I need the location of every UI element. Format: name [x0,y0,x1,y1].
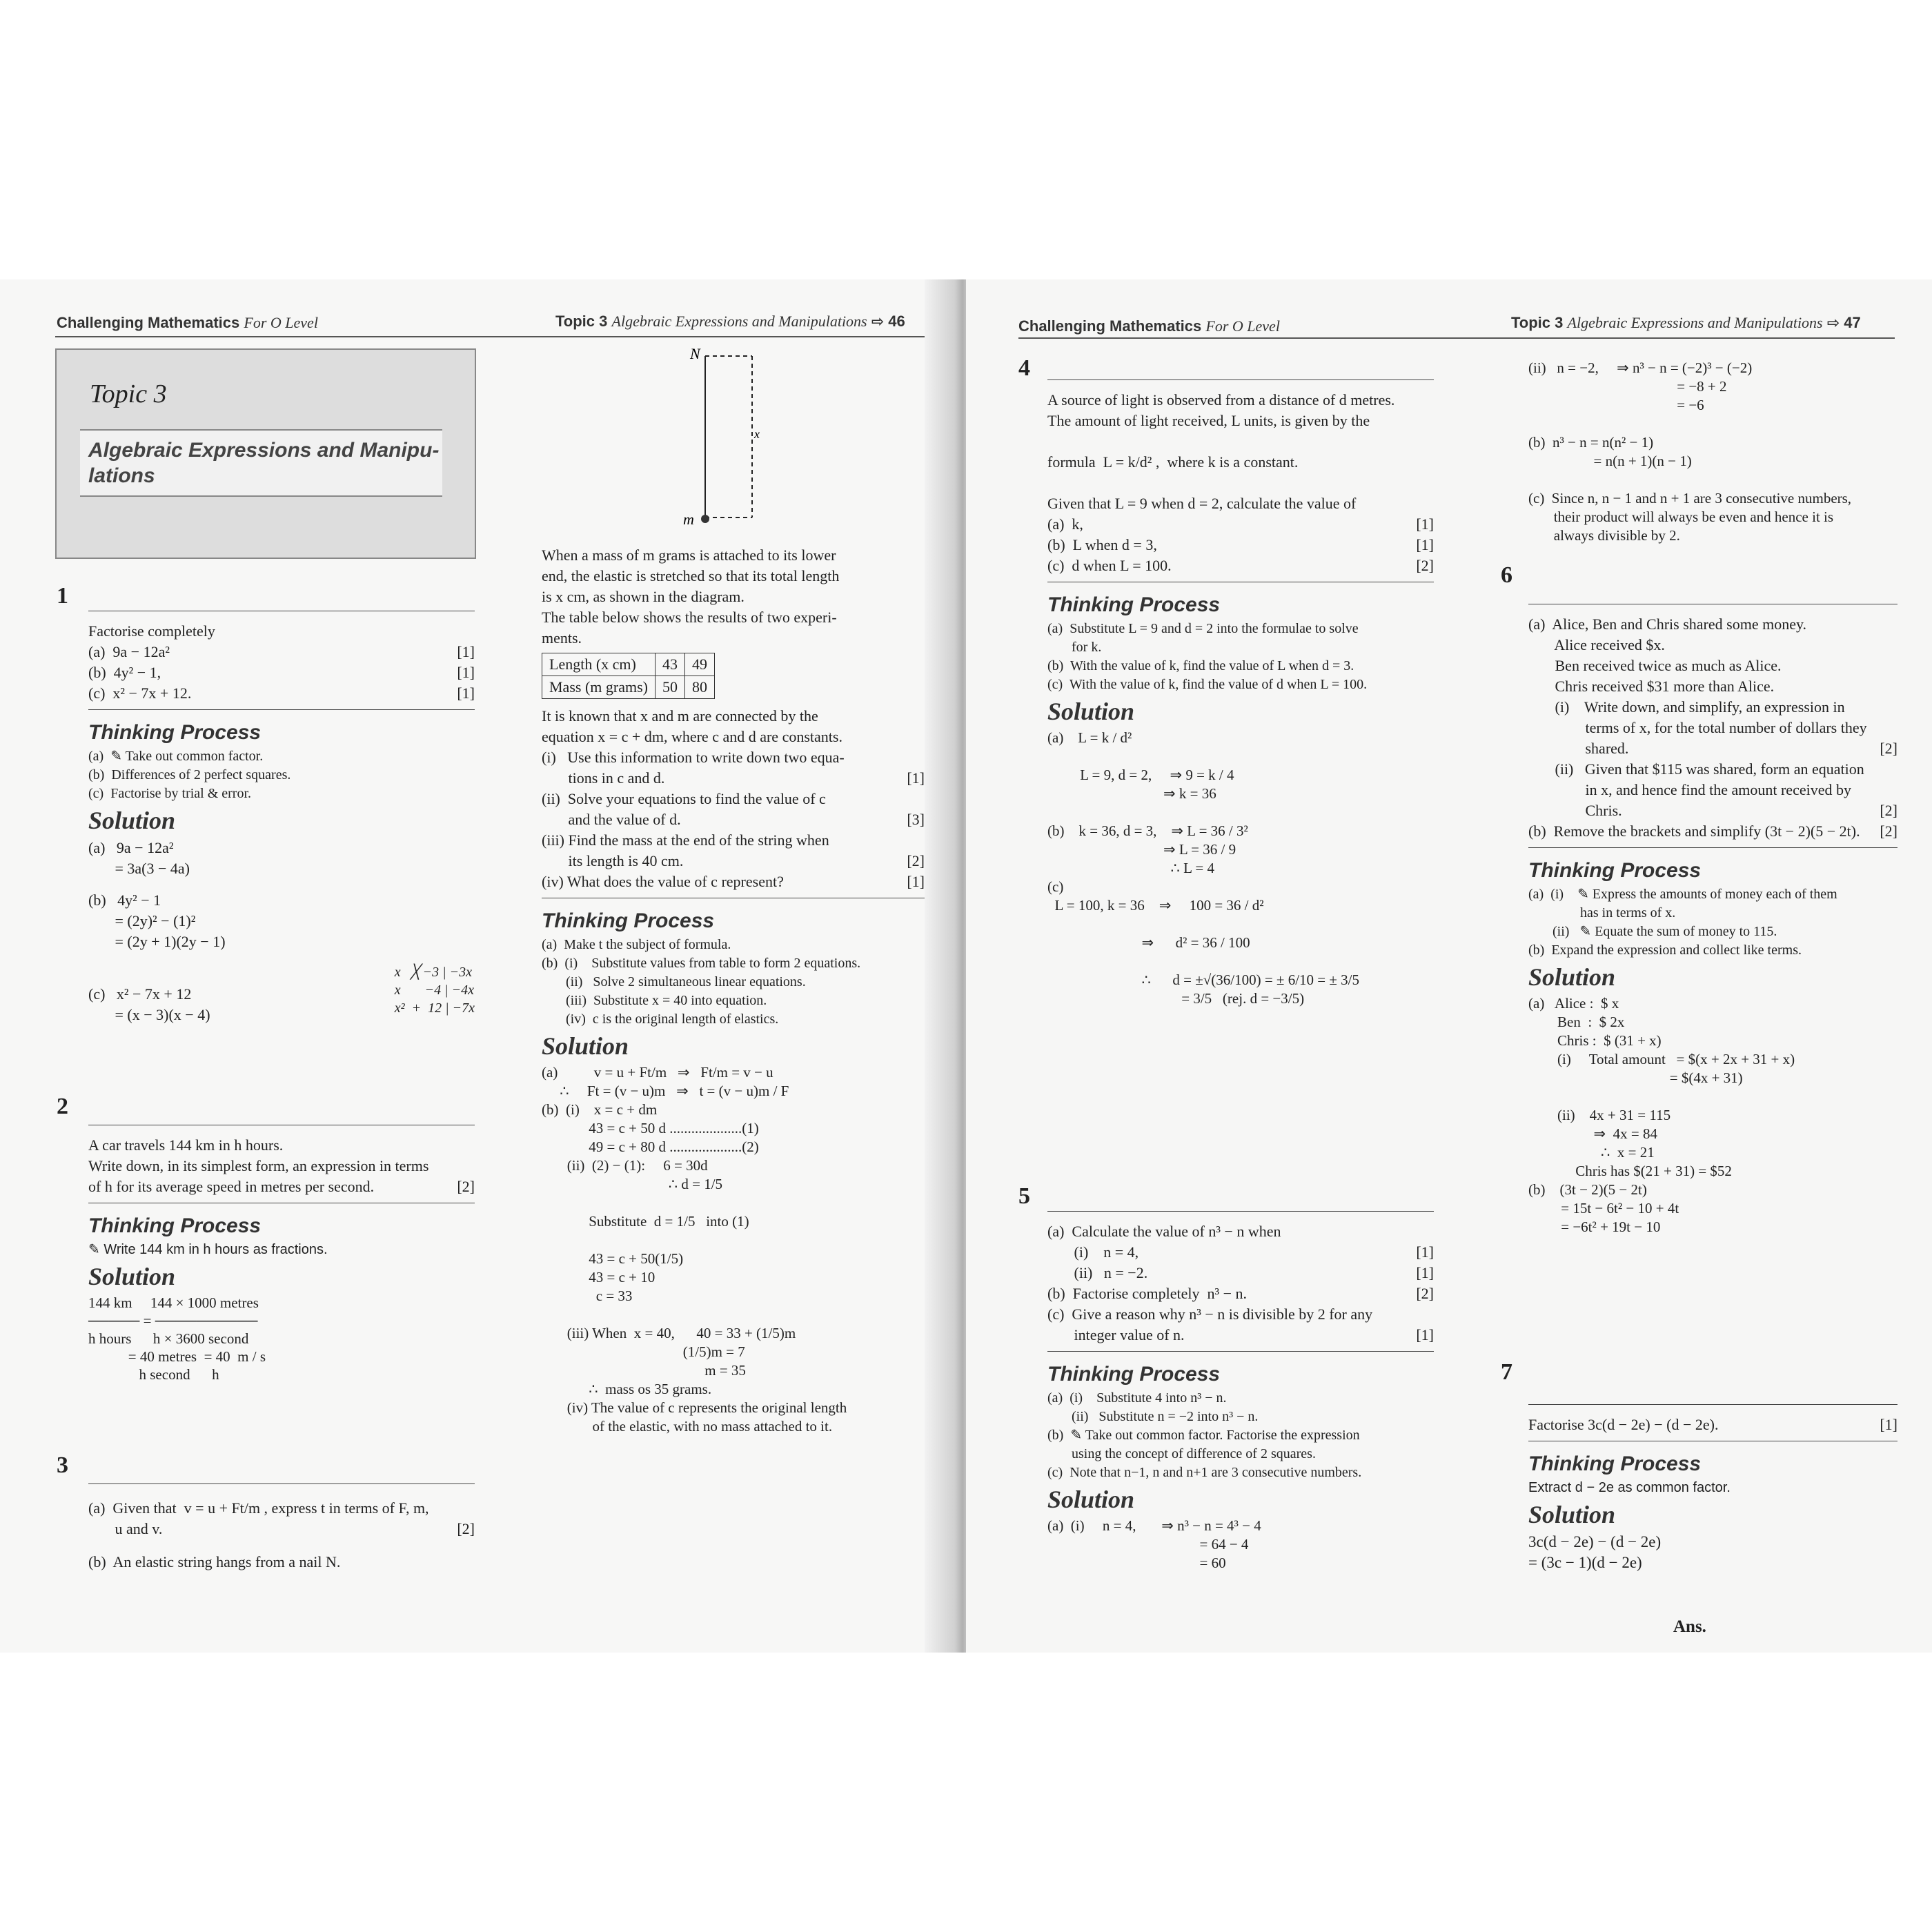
question-2 [88,1125,475,1383]
elastic-diagram [683,345,766,531]
question-subpart [1047,535,1434,555]
question-3-continued [542,545,925,1436]
question-number: 2 [57,1094,68,1119]
subpart-mark: [1] [457,664,475,681]
mass-label: m [683,511,694,528]
subpart-mark: [2] [1880,822,1897,840]
thinking-step: (ii) Solve 2 simultaneous linear equations. [542,974,806,989]
thinking-step: (b) Differences of 2 perfect squares. [88,767,291,782]
q4-parts [1047,514,1434,576]
question-subpart [1528,697,1897,759]
mass-dot [701,515,709,523]
question-subpart [542,871,925,892]
q7-solution: 3c(d − 2e) − (d − 2e) = (3c − 1)(d − 2e) [1528,1533,1662,1571]
table-cell: 50 [655,676,684,699]
question-subpart [542,789,925,830]
table-cell: 49 [684,653,714,676]
question-number: 5 [1018,1183,1030,1209]
q5-solution-continued: (ii) n = −2, ⇒ n³ − n = (−2)³ − (−2) = −8 + 2 = −6 (b) n³ − n = n(n² − 1) = n(n + 1)(n − 1) (c) Since n, n − 1 and n + 1 are 3 consecutive numbers, their product will always be even and hence it is always divisible by 2. [1528,359,1852,544]
question-rule [1047,1211,1434,1212]
table-cell: 80 [684,676,714,699]
thinking-process-title: Thinking Process [542,909,715,932]
right-running-head-topic: Topic 3 Algebraic Expressions and Manipulations ⇨ 47 [1511,314,1861,331]
question-5-continued [1528,359,1897,545]
subpart-text: (i) Write down, and simplify, an expression in terms of x, for the total number of dollars they shared. [1555,698,1867,757]
thinking-step: (ii) Substitute n = −2 into n³ − n. [1047,1409,1259,1424]
cross-method: x ╳ −3 | −3x x −4 | −4x x² + 12 | −7x [394,965,475,1016]
thinking-step: (c) Factorise by trial & error. [88,786,252,801]
experiment-table [542,653,715,699]
question-number: 1 [57,583,68,609]
question-rule [1047,1351,1434,1352]
subpart-mark: [1] [457,643,475,660]
question-rule [1528,1404,1897,1405]
q1-thinking-process [88,747,475,803]
question-rule [88,1483,475,1484]
subpart-text: (b) 4y² − 1, [88,664,161,681]
answer-label: Ans. [1673,1617,1706,1636]
table-cell: Mass (m grams) [542,676,656,699]
q6-parts [1528,614,1897,842]
q1-solution-c: (c) x² − 7x + 12 = (x − 3)(x − 4) [88,985,210,1023]
question-1 [88,611,475,1025]
solution-title: Solution [1528,963,1616,991]
question-subpart [1047,1304,1434,1346]
thinking-step: (a) (i) Substitute 4 into n³ − n. [1047,1390,1227,1406]
q5-solution: (a) (i) n = 4, ⇒ n³ − n = 4³ − 4 = 64 − 4 = 60 [1047,1517,1261,1571]
subpart-mark: [1] [907,873,925,890]
question-7 [1528,1404,1897,1636]
q6-thinking-process [1528,885,1897,960]
question-subpart [1047,514,1434,535]
question-number: 6 [1501,562,1512,588]
thinking-process-title: Thinking Process [1528,1452,1702,1475]
q1-solution-a: (a) 9a − 12a² = 3a(3 − 4a) [88,839,190,877]
q3-part-a-mark: [2] [457,1520,475,1537]
question-rule [1528,847,1897,848]
q7-mark: [1] [1880,1416,1897,1433]
right-page [966,279,1932,1653]
question-5 [1047,1211,1434,1573]
q3-subparts [542,747,925,892]
thinking-step: (b) Expand the expression and collect like terms. [1528,943,1802,958]
thinking-step: (a) (i) ✎ Express the amounts of money each of them [1528,887,1837,902]
question-subpart [1528,614,1897,697]
topic-title-box [55,348,476,559]
q3-solution: (a) v = u + Ft/m ⇒ Ft/m = v − u ∴ Ft = (v − u)m ⇒ t = (v − u)m / F (b) (i) x = c + dm 43 = c + 50 d ....................(1) 49 = c + 80 d ....................(2) (ii) (2) − (1): 6 = 30d ∴ d = 1/5 Substitute d = 1/5 into (1) 43 = c + 50(1/5) 43 = c + 10 c = 33 (iii) When x = 40, 40 = 33 + (1/5)m (1/5)m = 7 m = 35 ∴ mass os 35 grams. (iv) The value of c represents the original length of the elastic, with no mass attached to it. [542,1064,847,1435]
subpart-text: (b) L when d = 3, [1047,536,1157,553]
left-running-head: Challenging Mathematics For O Level [57,314,318,331]
solution-title: Solution [88,1263,176,1290]
table-row [542,653,715,676]
subpart-mark: [1] [457,684,475,702]
subpart-text: (c) Give a reason why n³ − n is divisible by 2 for any integer value of n. [1047,1305,1373,1343]
thinking-process-title: Thinking Process [1528,859,1702,882]
question-subpart [88,662,475,683]
subpart-mark: [1] [1416,1326,1434,1343]
question-number: 4 [1018,355,1030,381]
question-subpart [1528,821,1897,842]
q4-thinking-process [1047,620,1434,694]
nail-label: N [690,345,700,362]
q3-equation-text: It is known that x and m are connected by the equation x = c + dm, where c and d are constants. [542,707,842,745]
subpart-text: (i) Use this information to write down two equa- tions in c and d. [542,749,845,787]
thinking-process-title: Thinking Process [88,1214,262,1237]
left-running-head-topic: Topic 3 Algebraic Expressions and Manipulations ⇨ 46 [555,313,905,330]
subpart-mark: [3] [907,811,925,828]
book-spread [0,279,1932,1653]
subpart-mark: [2] [1416,1285,1434,1302]
solution-title: Solution [1047,698,1135,725]
question-rule [88,709,475,710]
subpart-text: (iv) What does the value of c represent? [542,873,784,890]
question-subpart [88,642,475,662]
subpart-text: (i) n = 4, [1047,1243,1139,1261]
q7-thinking-process: Extract d − 2e as common factor. [1528,1480,1731,1495]
thinking-step: (iv) c is the original length of elastics. [542,1012,779,1027]
q4-solution: (a) L = k / d² L = 9, d = 2, ⇒ 9 = k / 4 ⇒ k = 36 (b) k = 36, d = 3, ⇒ L = 36 / 3² ⇒ L = 36 / 9 ∴ L = 4 (c) L = 100, k = 36 ⇒ 100 = 36 / d² ⇒ d² = 36 / 100 ∴ d = ±√(36/100) = ± 6/10 = ± 3/5 = 3/5 (rej. d = −3/5) [1047,729,1359,1007]
thinking-step: has in terms of x. [1528,905,1676,920]
solution-title: Solution [88,807,176,834]
thinking-step: using the concept of difference of 2 squares. [1047,1446,1316,1461]
subpart-text: (b) Remove the brackets and simplify (3t − 2)(5 − 2t). [1528,822,1860,840]
thinking-step: (a) Make t the subject of formula. [542,937,731,952]
question-subpart [542,830,925,871]
thinking-process-title: Thinking Process [1047,1363,1221,1386]
q3-part-a: (a) Given that v = u + Ft/m , express t in terms of F, m, u and v. [88,1499,429,1537]
subpart-mark: [2] [1880,802,1897,819]
table-row [542,676,715,699]
q2-stem: A car travels 144 km in h hours. Write down, in its simplest form, an expression in terms of h for its average speed in metres per second. [88,1136,429,1195]
thinking-step: (b) With the value of k, find the value of L when d = 3. [1047,658,1354,673]
thinking-step: (a) Substitute L = 9 and d = 2 into the formulae to solve [1047,621,1359,636]
subpart-mark: [1] [1416,536,1434,553]
subpart-text: (iii) Find the mass at the end of the string when its length is 40 cm. [542,831,829,869]
thinking-step: (b) (i) Substitute values from table to form 2 equations. [542,956,861,971]
thinking-step: (ii) ✎ Equate the sum of money to 115. [1528,924,1777,939]
topic-title: Algebraic Expressions and Manipu- lations [80,429,442,497]
subpart-text: (ii) n = −2. [1047,1264,1148,1281]
q1-solution-b: (b) 4y² − 1 = (2y)² − (1)² = (2y + 1)(2y − 1) [88,891,226,950]
question-rule [1047,379,1434,380]
subpart-text: (a) Alice, Ben and Chris shared some money. Alice received $x. Ben received twice as much as Alice. Chris received $31 more than Alice. [1528,615,1807,695]
subpart-text: (c) d when L = 100. [1047,557,1172,574]
subpart-mark: [2] [1880,740,1897,757]
solution-title: Solution [1528,1501,1616,1528]
table-cell: 43 [655,653,684,676]
q1-parts [88,642,475,704]
header-rule [1018,337,1895,339]
subpart-mark: [2] [1416,557,1434,574]
subpart-text: (a) k, [1047,515,1083,533]
question-subpart [1047,1283,1434,1304]
thinking-step: (a) ✎ Take out common factor. [88,749,264,764]
subpart-text: (ii) Given that $115 was shared, form an equation in x, and hence find the amount received by Chris. [1555,760,1864,819]
question-4 [1047,379,1434,1008]
thinking-process-title: Thinking Process [1047,593,1221,616]
q2-thinking-process: ✎ Write 144 km in h hours as fractions. [88,1242,328,1257]
q5-thinking-process [1047,1389,1434,1482]
q2-solution: 144 km 144 × 1000 metres ───── = ────────── h hours h × 3600 second = 40 metres = 40 m / s h second h [88,1294,266,1383]
subpart-text: (ii) Solve your equations to find the value of c and the value of d. [542,790,826,828]
thinking-step: for k. [1047,640,1102,655]
right-running-head: Challenging Mathematics For O Level [1018,317,1280,335]
question-subpart [1047,1221,1434,1242]
subpart-mark: [2] [907,852,925,869]
q3-thinking-process [542,936,925,1029]
question-number: 3 [57,1452,68,1478]
length-label: x [754,427,760,441]
question-subpart [1528,759,1897,821]
q3-context: When a mass of m grams is attached to its lower end, the elastic is stretched so that its total length is x cm, as shown in the diagram. The table below shows the results of two experi- ments. [542,546,840,647]
question-subpart [88,683,475,704]
question-3 [88,1483,475,1573]
question-subpart [1047,1263,1434,1283]
topic-label: Topic 3 [90,379,167,408]
q5-parts [1047,1221,1434,1346]
q3-part-b: (b) An elastic string hangs from a nail N. [88,1553,341,1570]
question-subpart [1047,1242,1434,1263]
q7-stem: Factorise 3c(d − 2e) − (d − 2e). [1528,1416,1719,1433]
subpart-mark: [1] [1416,1264,1434,1281]
thinking-step: (c) Note that n−1, n and n+1 are 3 consecutive numbers. [1047,1465,1362,1480]
question-subpart [1047,555,1434,576]
subpart-mark: [1] [907,769,925,787]
subpart-mark: [1] [1416,1243,1434,1261]
q1-stem: Factorise completely [88,622,215,640]
subpart-mark: [1] [1416,515,1434,533]
left-page [0,279,959,1653]
header-rule [55,336,925,337]
question-6 [1528,604,1897,1236]
subpart-text: (c) x² − 7x + 12. [88,684,192,702]
thinking-step: (iii) Substitute x = 40 into equation. [542,993,767,1008]
table-cell: Length (x cm) [542,653,656,676]
subpart-text: (a) Calculate the value of n³ − n when [1047,1223,1281,1240]
subpart-text: (a) 9a − 12a² [88,643,170,660]
subpart-text: (b) Factorise completely n³ − n. [1047,1285,1248,1302]
question-number: 7 [1501,1359,1512,1385]
q2-mark: [2] [457,1178,475,1195]
q4-stem: A source of light is observed from a distance of d metres. The amount of light received, L units, is given by the formula L = k/d² , where k is a constant. Given that L = 9 when d = 2, calculate the value of [1047,391,1395,512]
thinking-step: (b) ✎ Take out common factor. Factorise the expression [1047,1428,1360,1443]
solution-title: Solution [542,1032,629,1060]
q6-solution: (a) Alice : $ x Ben : $ 2x Chris : $ (31 + x) (i) Total amount = $(x + 2x + 31 + x) = $(4x + 31) (ii) 4x + 31 = 115 ⇒ 4x = 84 ∴ x = 21 Chris has $(21 + 31) = $52 (b) (3t − 2)(5 − 2t) = 15t − 6t² − 10 + 4t = −6t² + 19t − 10 [1528,995,1795,1235]
thinking-step: (c) With the value of k, find the value of d when L = 100. [1047,677,1368,692]
question-subpart [542,747,925,789]
thinking-process-title: Thinking Process [88,721,262,744]
solution-title: Solution [1047,1486,1135,1513]
